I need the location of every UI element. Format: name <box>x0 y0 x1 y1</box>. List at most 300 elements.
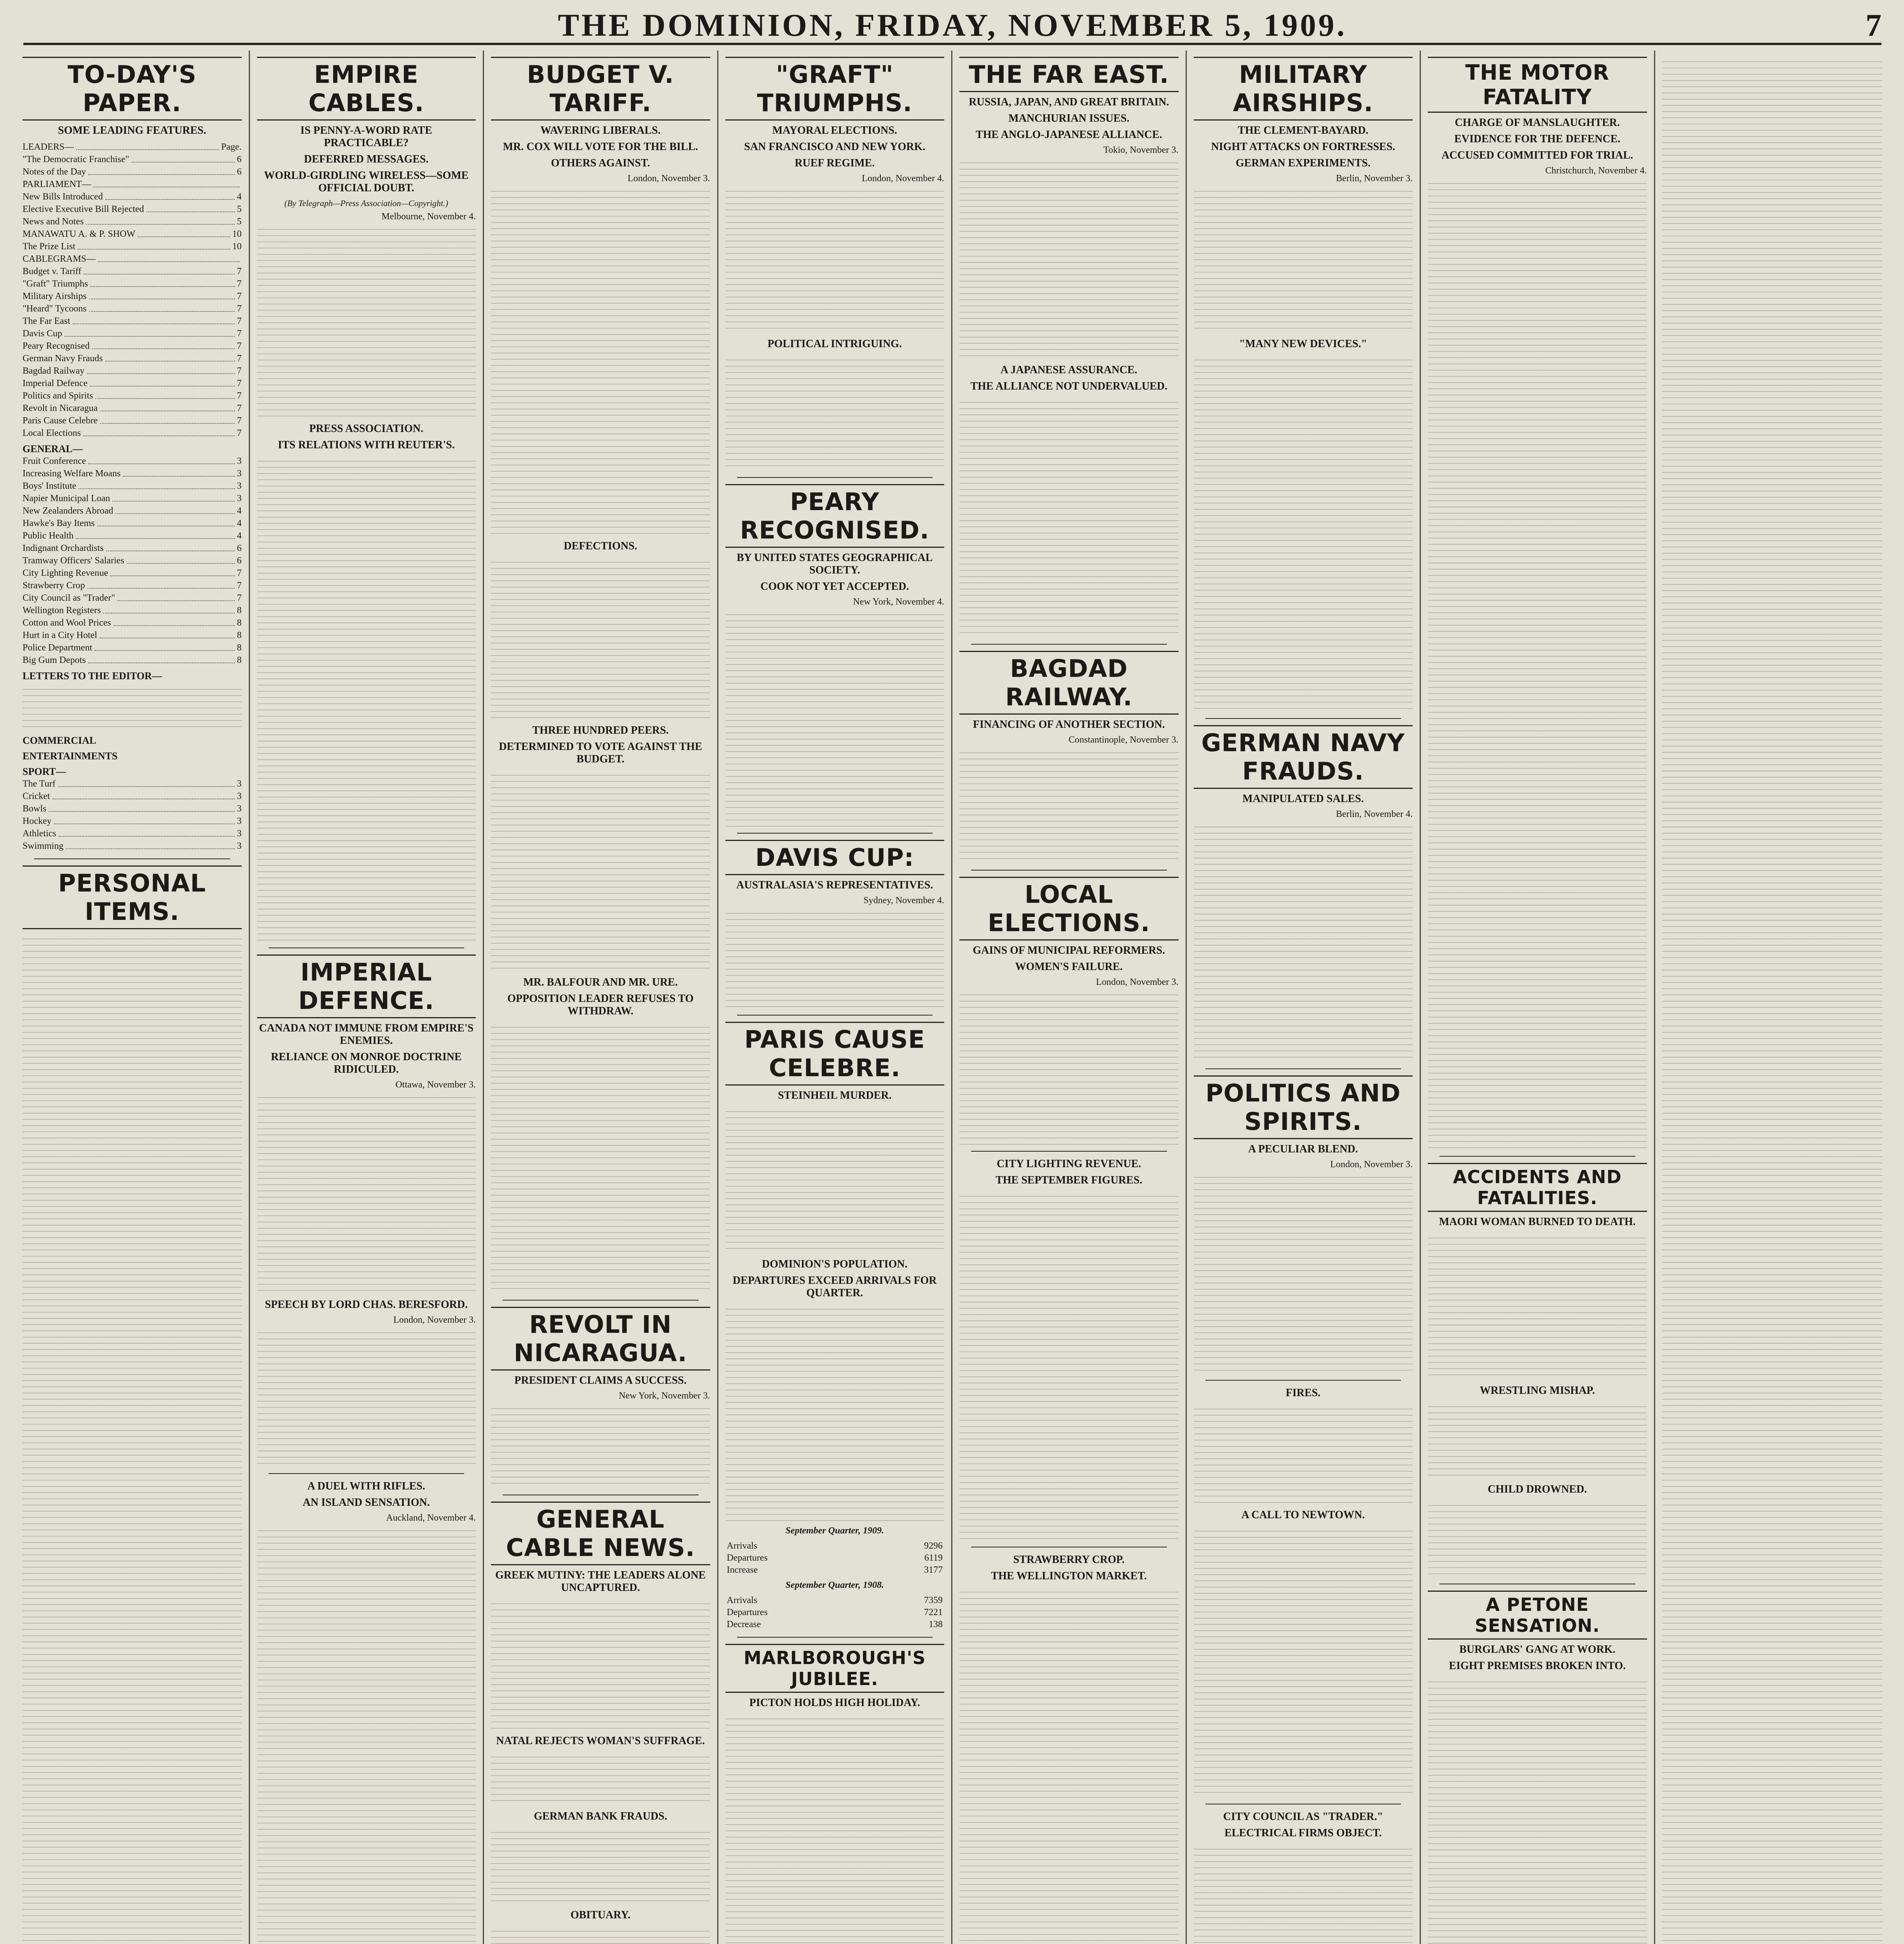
toc-leader-dots <box>110 567 235 576</box>
toc-entry-title: The Prize List <box>23 241 75 252</box>
masthead <box>23 8 1881 45</box>
subheading: NATAL REJECTS WOMAN'S SUFFRAGE. <box>496 1735 705 1747</box>
motor-fatality-heading: THE MOTOR FATALITY <box>1428 57 1647 113</box>
toc-commercial: COMMERCIAL <box>23 735 96 746</box>
toc-entry <box>23 642 242 654</box>
toc-entry-page: 7 <box>237 593 242 603</box>
toc-entry-title: New Bills Introduced <box>23 192 103 202</box>
toc-entry <box>23 840 242 852</box>
toc-entry-title: Imperial Defence <box>23 378 88 388</box>
subheading: EVIDENCE FOR THE DEFENCE. <box>1454 133 1621 145</box>
toc-entry <box>23 253 242 265</box>
article-body <box>23 933 242 1944</box>
subheading: SAN FRANCISCO AND NEW YORK. <box>744 141 926 153</box>
toc-leader-dots <box>93 178 239 187</box>
toc-entry-page: 3 <box>237 816 242 826</box>
toc-entry-title: Cotton and Wool Prices <box>23 618 111 628</box>
toc-entry-title: Hurt in a City Hotel <box>23 630 97 640</box>
article-body <box>491 1021 710 1294</box>
subheading: WORLD-GIRDLING WIRELESS—SOME OFFICIAL DOUBT. <box>264 170 469 194</box>
row-label: Arrivals <box>727 1595 758 1605</box>
toc-entry-title: CABLEGRAMS— <box>23 254 96 264</box>
article-body <box>491 185 710 535</box>
subheading: FINANCING OF ANOTHER SECTION. <box>973 719 1165 731</box>
divider <box>269 1473 465 1474</box>
columns <box>16 51 1889 1944</box>
davis-cup-heading: DAVIS CUP: <box>725 840 945 875</box>
article-body <box>1428 1500 1647 1577</box>
toc-entry-page: 7 <box>237 580 242 591</box>
toc-leader-dots <box>90 377 234 386</box>
toc-entry-page: 6 <box>237 154 242 164</box>
toc-entry-title: Big Gum Depots <box>23 655 86 665</box>
article-body <box>257 455 476 941</box>
toc-entry-title: Police Department <box>23 643 93 653</box>
toc-entry-title: Strawberry Crop <box>23 580 85 591</box>
toc-entry <box>23 191 242 203</box>
toc-list-general <box>23 455 242 666</box>
empire-cables-heading: EMPIRE CABLES. <box>257 57 476 121</box>
toc-entry-title: Cricket <box>23 791 50 801</box>
subheading: STEINHEIL MURDER. <box>777 1089 892 1101</box>
subheading: DEFERRED MESSAGES. <box>304 153 429 165</box>
divider <box>503 1300 699 1301</box>
toc-entry-title: Fruit Conference <box>23 456 86 466</box>
article-body <box>1194 1525 1413 1797</box>
toc-entry-page: 7 <box>237 568 242 578</box>
toc-entry-page: 10 <box>232 229 242 239</box>
subheading: COOK NOT YET ACCEPTED. <box>760 580 909 593</box>
toc-entry-page: 7 <box>237 291 242 301</box>
toc-entry-page: 8 <box>237 630 242 640</box>
article-body <box>491 1403 710 1488</box>
local-elections-heading: LOCAL ELECTIONS. <box>959 877 1179 941</box>
toc-entry <box>23 166 242 178</box>
toc-entry-page: 8 <box>237 618 242 628</box>
dateline: London, November 3. <box>627 173 710 184</box>
toc-entry-page: 3 <box>237 456 242 466</box>
dateline: London, November 3. <box>1096 977 1179 987</box>
toc-leader-dots <box>114 617 235 626</box>
toc-leader-dots <box>54 815 235 824</box>
credit-line: (By Telegraph—Press Association—Copyright.) <box>284 198 448 208</box>
dateline: Sydney, November 4. <box>863 895 944 906</box>
toc-entry-title: Hawke's Bay Items <box>23 518 95 528</box>
row-value: 138 <box>929 1619 943 1629</box>
toc-leader-dots <box>90 278 234 287</box>
toc-entry <box>23 278 242 290</box>
dateline: Berlin, November 3. <box>1336 173 1413 184</box>
subheading: WRESTLING MISHAP. <box>1480 1385 1595 1397</box>
subheading: AN ISLAND SENSATION. <box>302 1496 430 1509</box>
toc-entry-page: 4 <box>237 192 242 202</box>
toc-entry-title: Bowls <box>23 804 47 814</box>
subheading: THE CLEMENT-BAYARD. <box>1238 124 1369 136</box>
article-body <box>257 1327 476 1467</box>
article-body <box>1428 178 1647 1150</box>
toc-entry <box>23 790 242 802</box>
toc-list <box>23 141 242 439</box>
toc-leader-dots <box>89 290 235 299</box>
toc-entry-title: Boys' Institute <box>23 481 77 491</box>
toc-entry <box>23 517 242 530</box>
article-body <box>725 185 945 333</box>
toc-entry-title: Indignant Orchardists <box>23 543 104 553</box>
subheading: RUEF REGIME. <box>795 157 875 169</box>
toc-leader-dots <box>76 141 219 150</box>
subheading: MAYORAL ELECTIONS. <box>772 124 897 136</box>
toc-entry-page: 3 <box>237 493 242 503</box>
toc-entry-title: Bagdad Railway <box>23 366 85 376</box>
subheading: IS PENNY-A-WORD RATE PRACTICABLE? <box>300 124 432 149</box>
subheading: MR. COX WILL VOTE FOR THE BILL. <box>503 141 698 153</box>
toc-entry-title: Elective Executive Bill Rejected <box>23 204 144 214</box>
toc-entry <box>23 178 242 191</box>
toc-entry-page: 7 <box>237 391 242 401</box>
toc-leader-dots <box>100 414 234 424</box>
toc-entry-title: Athletics <box>23 829 56 839</box>
toc-entry-title: Politics and Spirits <box>23 391 93 401</box>
column-text <box>1662 56 1883 1944</box>
article-body <box>257 224 476 418</box>
subheading: DOMINION'S POPULATION. <box>762 1258 908 1270</box>
features-subheading: SOME LEADING FEATURES. <box>58 124 206 136</box>
toc-entry-title: Increasing Welfare Moans <box>23 469 121 479</box>
toc-entry <box>23 492 242 505</box>
toc-entertainments: ENTERTAINMENTS <box>23 750 118 762</box>
paris-heading: PARIS CAUSE CELEBRE. <box>725 1022 945 1086</box>
article-body <box>491 769 710 972</box>
toc-entry <box>23 390 242 402</box>
subheading: CITY COUNCIL AS "TRADER." <box>1223 1811 1383 1823</box>
toc-leader-dots <box>117 592 234 601</box>
toc-entry-page: 4 <box>237 531 242 541</box>
toc-entry-page: 8 <box>237 643 242 653</box>
subheading: CHARGE OF MANSLAUGHTER. <box>1455 117 1620 129</box>
navy-frauds-heading: GERMAN NAVY FRAUDS. <box>1194 725 1413 789</box>
page-number: 7 <box>1866 7 1881 43</box>
subheading: RELIANCE ON MONROE DOCTRINE RIDICULED. <box>271 1051 462 1075</box>
column-3 <box>484 51 718 1944</box>
toc-entry <box>23 215 242 228</box>
toc-leader-dots <box>65 327 235 337</box>
subheading: WAVERING LIBERALS. <box>540 124 661 136</box>
toc-entry-page: 3 <box>237 469 242 479</box>
row-label: Arrivals <box>727 1541 758 1551</box>
toc-leader-dots <box>106 542 235 551</box>
toc-leader-dots <box>52 790 235 799</box>
dateline: London, November 3. <box>1330 1159 1413 1170</box>
toc-leader-dots <box>112 492 234 502</box>
toc-entry-title: Military Airships <box>23 291 87 301</box>
column-5 <box>952 51 1187 1944</box>
toc-leader-dots <box>147 203 235 212</box>
toc-leader-dots <box>95 390 234 399</box>
toc-entry-title: MANAWATU A. & P. SHOW <box>23 229 136 239</box>
toc-entry-title: News and Notes <box>23 217 84 227</box>
subheading: BY UNITED STATES GEOGRAPHICAL SOCIETY. <box>737 552 933 576</box>
toc-entry-title: The Far East <box>23 316 70 326</box>
toc-leader-dots <box>97 517 235 526</box>
toc-leader-dots <box>78 240 230 250</box>
general-cable-heading: GENERAL CABLE NEWS. <box>491 1502 710 1565</box>
toc-entry <box>23 141 242 153</box>
subheading: MR. BALFOUR AND MR. URE. <box>523 976 678 988</box>
toc-leader-dots <box>76 530 234 539</box>
toc-entry-page: Page. <box>221 142 242 152</box>
article-body <box>725 609 945 827</box>
toc-entry-page: 6 <box>237 167 242 177</box>
subheading: A CALL TO NEWTOWN. <box>1241 1509 1365 1521</box>
toc-leader-dots <box>49 802 234 812</box>
table-row <box>725 1594 945 1607</box>
subheading: STRAWBERRY CROP. <box>1013 1554 1125 1566</box>
petone-heading: A PETONE SENSATION. <box>1428 1591 1647 1640</box>
article-body <box>491 1925 710 1944</box>
subheading: GAINS OF MUNICIPAL REFORMERS. <box>973 944 1165 956</box>
row-value: 7359 <box>924 1595 943 1605</box>
toc-letters: LETTERS TO THE EDITOR— <box>23 670 162 682</box>
toc-leader-dots <box>105 352 235 362</box>
toc-entry-title: Swimming <box>23 841 64 851</box>
subheading: PRESS ASSOCIATION. <box>309 423 424 435</box>
toc-entry-title: "Heard" Tycoons <box>23 304 87 314</box>
toc-entry-title: Davis Cup <box>23 329 62 339</box>
subheading: NIGHT ATTACKS ON FORTRESSES. <box>1211 141 1396 153</box>
subheading: WOMEN'S FAILURE. <box>1015 961 1123 973</box>
toc-entry-title: Peary Recognised <box>23 341 90 351</box>
toc-entry-page: 7 <box>237 403 242 413</box>
article-body <box>959 1191 1179 1540</box>
toc-entry-title: Hockey <box>23 816 52 826</box>
toc-entry-title: The Turf <box>23 779 56 789</box>
article-body <box>1194 185 1413 333</box>
subheading: MANCHURIAN ISSUES. <box>1008 112 1130 124</box>
toc-leader-dots <box>138 228 230 237</box>
column-6 <box>1187 51 1421 1944</box>
toc-leader-dots <box>100 629 235 638</box>
dateline: New York, November 3. <box>618 1391 710 1401</box>
dateline: London, November 3. <box>393 1315 476 1325</box>
divider <box>34 858 230 859</box>
quarter-label: September Quarter, 1908. <box>785 1580 884 1590</box>
subheading: ACCUSED COMMITTED FOR TRIAL. <box>1441 149 1633 161</box>
toc-entry-page: 3 <box>237 779 242 789</box>
toc-entry-page: 7 <box>237 353 242 364</box>
toc-sport: SPORT— <box>23 766 66 777</box>
row-label: Departures <box>727 1607 768 1617</box>
toc-entry-title: LEADERS— <box>23 142 74 152</box>
graft-heading: "GRAFT" TRIUMPHS. <box>725 57 945 121</box>
toc-entry-page: 8 <box>237 605 242 615</box>
nicaragua-heading: REVOLT IN NICARAGUA. <box>491 1307 710 1371</box>
toc-entry <box>23 604 242 617</box>
toc-leader-dots <box>123 467 234 477</box>
subheading: ELECTRICAL FIRMS OBJECT. <box>1224 1827 1382 1839</box>
article-body <box>725 1106 945 1253</box>
toc-leader-dots <box>73 315 235 324</box>
subheading: CITY LIGHTING REVENUE. <box>996 1158 1141 1170</box>
table-row <box>725 1564 945 1576</box>
toc-leader-dots <box>92 340 235 349</box>
toc-entry-title: City Council as "Trader" <box>23 593 115 603</box>
toc-entry-page: 5 <box>237 217 242 227</box>
subheading: A JAPANESE ASSURANCE. <box>1000 364 1137 376</box>
toc-leader-dots <box>59 827 235 837</box>
subheading: OBITUARY. <box>570 1909 631 1921</box>
row-value: 3177 <box>924 1565 943 1575</box>
toc-entry-page: 7 <box>237 329 242 339</box>
subheading: A DUEL WITH RIFLES. <box>307 1480 425 1492</box>
column-1 <box>16 51 250 1944</box>
dateline: New York, November 4. <box>853 597 944 607</box>
toc-entry-title: Revolt in Nicaragua <box>23 403 98 413</box>
subheading: POLITICAL INTRIGUING. <box>767 338 902 350</box>
toc-leader-dots <box>98 253 239 262</box>
column-4 <box>718 51 953 1944</box>
article-body <box>959 747 1179 864</box>
toc-entry-title: Paris Cause Celebre <box>23 416 98 426</box>
toc-leader-dots <box>87 365 234 374</box>
toc-entry-title: Public Health <box>23 531 74 541</box>
subheading: THE WELLINGTON MARKET. <box>991 1570 1147 1582</box>
divider <box>737 1637 933 1638</box>
article-body <box>725 907 945 1009</box>
subheading: THE ALLIANCE NOT UNDERVALUED. <box>970 380 1168 392</box>
toc-entry-title: Napier Municipal Loan <box>23 493 110 503</box>
row-value: 9296 <box>924 1541 943 1551</box>
toc-entry <box>23 352 242 365</box>
toc-entry <box>23 414 242 427</box>
politics-heading: POLITICS AND SPIRITS. <box>1194 1075 1413 1139</box>
subheading: GERMAN EXPERIMENTS. <box>1235 157 1371 169</box>
toc-entry <box>23 302 242 315</box>
toc-entry-title: Tramway Officers' Salaries <box>23 556 124 566</box>
toc-entry-page: 7 <box>237 279 242 289</box>
toc-leader-dots <box>88 166 234 175</box>
toc-entry <box>23 290 242 302</box>
article-body <box>257 1525 476 1944</box>
article-body <box>725 1303 945 1521</box>
toc-entry <box>23 240 242 253</box>
subheading: CHILD DROWNED. <box>1488 1483 1587 1495</box>
subheading: BURGLARS' GANG AT WORK. <box>1459 1643 1616 1656</box>
column-2 <box>250 51 484 1944</box>
toc-leader-dots <box>83 427 235 436</box>
toc-leader-dots <box>86 215 234 225</box>
toc-leader-dots <box>94 642 234 651</box>
subheading: "MANY NEW DEVICES." <box>1239 338 1367 350</box>
divider <box>737 1015 933 1016</box>
toc-leader-dots <box>87 579 235 589</box>
toc-entry-title: "The Democratic Franchise" <box>23 154 129 164</box>
dateline: Melbourne, November 4. <box>381 212 476 222</box>
toc-entry-page: 5 <box>237 204 242 214</box>
article-body <box>1194 1171 1413 1374</box>
toc-leader-dots <box>88 455 234 464</box>
toc-entry-page: 3 <box>237 829 242 839</box>
toc-entry <box>23 427 242 439</box>
toc-leader-dots <box>84 265 234 274</box>
column-7 <box>1421 51 1655 1944</box>
imperial-defence-heading: IMPERIAL DEFENCE. <box>257 955 476 1018</box>
table-row <box>725 1540 945 1552</box>
toc-entry-title: Notes of the Day <box>23 167 86 177</box>
subheading: MAORI WOMAN BURNED TO DEATH. <box>1439 1216 1636 1228</box>
article-body <box>491 1751 710 1806</box>
article-body <box>491 1827 710 1904</box>
divider <box>737 833 933 834</box>
population-table-1909 <box>725 1540 945 1576</box>
masthead-title: THE DOMINION, FRIDAY, NOVEMBER 5, 1909. <box>558 7 1347 43</box>
toc-entry <box>23 815 242 827</box>
article-body <box>1194 354 1413 712</box>
toc-entry <box>23 554 242 567</box>
row-label: Decrease <box>727 1619 761 1629</box>
toc-list-sport <box>23 778 242 852</box>
toc-entry <box>23 530 242 542</box>
article-body <box>491 1598 710 1730</box>
toc-entry-page: 7 <box>237 341 242 351</box>
toc-entry-page: 3 <box>237 804 242 814</box>
row-label: Increase <box>727 1565 758 1575</box>
row-value: 7221 <box>924 1607 943 1617</box>
personal-items-heading: PERSONAL ITEMS. <box>23 865 242 929</box>
divider <box>737 477 933 478</box>
dateline: Ottawa, November 3. <box>395 1080 476 1090</box>
article-body <box>959 397 1179 638</box>
subheading: A PECULIAR BLEND. <box>1248 1143 1358 1155</box>
toc-entry-page: 10 <box>232 241 242 252</box>
peary-heading: PEARY RECOGNISED. <box>725 484 945 548</box>
toc-entry-page: 4 <box>237 506 242 516</box>
divider <box>971 870 1167 871</box>
budget-heading: BUDGET V. TARIFF. <box>491 57 710 121</box>
bagdad-heading: BAGDAD RAILWAY. <box>959 651 1179 715</box>
subheading: OTHERS AGAINST. <box>551 157 650 169</box>
toc-entry-page: 7 <box>237 378 242 388</box>
toc-entry <box>23 567 242 579</box>
dateline: Constantinople, November 3. <box>1068 735 1179 745</box>
divider <box>1205 1068 1401 1069</box>
marlborough-heading: MARLBOROUGH'S JUBILEE. <box>725 1644 945 1693</box>
toc-entry <box>23 327 242 340</box>
divider <box>1205 718 1401 719</box>
toc-entry-title: German Navy Frauds <box>23 353 103 364</box>
toc-entry <box>23 542 242 554</box>
toc-leader-dots <box>115 505 234 514</box>
toc-entry <box>23 629 242 642</box>
table-row <box>725 1619 945 1631</box>
toc-entry <box>23 579 242 592</box>
toc-entry <box>23 827 242 840</box>
toc-entry-page: 3 <box>237 481 242 491</box>
dateline: Tokio, November 3. <box>1103 145 1179 155</box>
toc-general: GENERAL— <box>23 443 83 455</box>
subheading: THE SEPTEMBER FIGURES. <box>996 1174 1142 1186</box>
toc-leader-dots <box>66 840 234 849</box>
toc-entry-page: 7 <box>237 266 242 276</box>
subheading: EIGHT PREMISES BROKEN INTO. <box>1449 1660 1626 1672</box>
toc-entry <box>23 402 242 414</box>
divider <box>1205 1380 1401 1381</box>
population-table-1908 <box>725 1594 945 1631</box>
toc-entry <box>23 340 242 352</box>
toc-entry <box>23 153 242 166</box>
toc-leader-dots <box>79 480 234 489</box>
subheading: THE ANGLO-JAPANESE ALLIANCE. <box>976 129 1162 141</box>
subheading: DEFECTIONS. <box>564 540 638 552</box>
